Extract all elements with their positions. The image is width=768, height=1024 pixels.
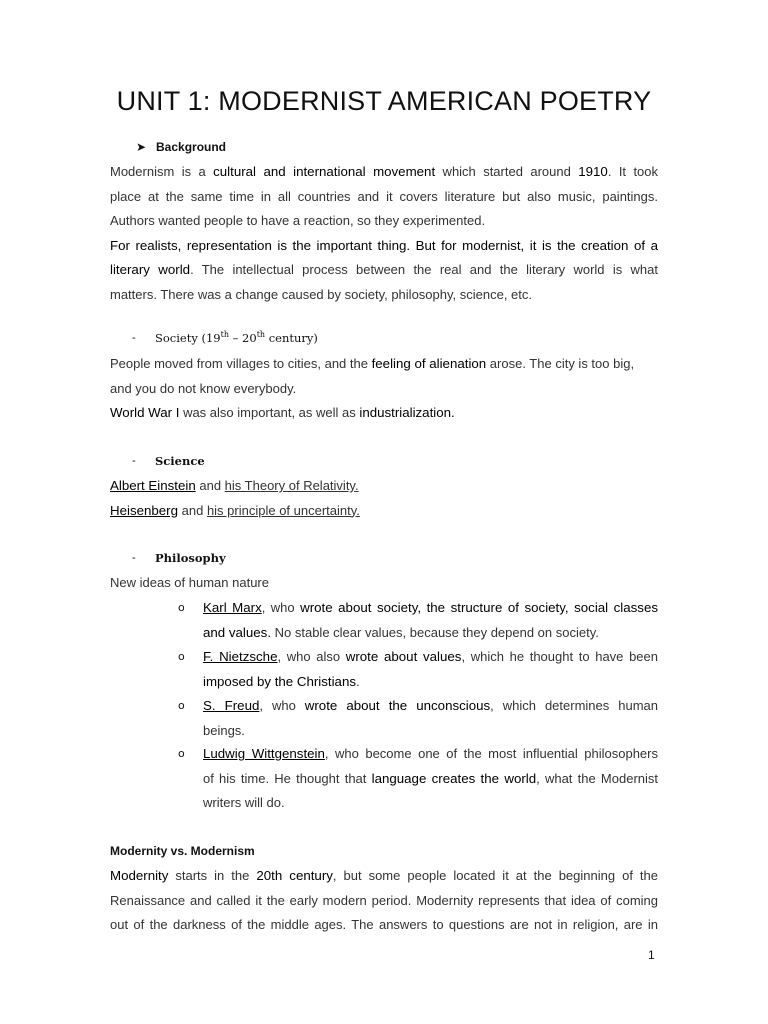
emphasis-line: For realists, representation is the important thing. But for modernist, it is the creation of a <box>110 237 658 253</box>
text-line: Albert Einstein and his Theory of Relativity. <box>110 478 359 493</box>
list-item-nietzsche <box>203 645 658 694</box>
circle-bullet: o <box>178 650 185 663</box>
circle-bullet: o <box>178 747 185 760</box>
emphasis: industrialization. <box>359 405 455 420</box>
text-line: and you do not know everybody. <box>110 380 297 396</box>
philosophy-heading: Philosophy <box>155 551 226 565</box>
page-number: 1 <box>648 948 655 962</box>
emphasis: World War I <box>110 405 180 420</box>
text-line: matters. There was a change caused by society, philosophy, science, etc. <box>110 286 532 302</box>
text-line: Heisenberg and his principle of uncertainty. <box>110 502 360 518</box>
text-line: literary world. The intellectual process between the real and the literary world is what <box>110 262 658 277</box>
text-line: Modernism is a cultural and international movement which started around 1910. It took <box>110 164 658 179</box>
text-line: out of the darkness of the middle ages. The answers to questions are not in religion, are in <box>110 917 658 932</box>
list-item-freud <box>203 694 658 743</box>
text-line: beings. <box>203 722 245 738</box>
text-line: Modernity starts in the 20th century, but some people located it at the beginning of the <box>110 868 658 883</box>
text-line: People moved from villages to cities, and the feeling of alienation arose. The city is too big, <box>110 356 635 371</box>
underlined-text: his Theory of Relativity. <box>224 478 359 493</box>
text-line: and values. No stable clear values, because they depend on society. <box>203 624 599 640</box>
background-paragraph-1 <box>110 160 658 234</box>
modernity-paragraph <box>110 864 658 938</box>
background-heading: Background <box>156 140 227 154</box>
text-line: Authors wanted people to have a reaction, so they experimented. <box>110 213 486 228</box>
modernity-heading: Modernity vs. Modernism <box>110 844 255 858</box>
text-line: World War I was also important, as well as industrialization. <box>110 405 455 420</box>
dash-bullet: - <box>132 455 136 467</box>
text-line: S. Freud, who wrote about the unconscious, which determines human <box>203 698 658 713</box>
underlined-text: his principle of uncertainty. <box>206 502 360 518</box>
list-item-wittgenstein <box>203 742 658 816</box>
text-line: imposed by the Christians. <box>203 673 360 689</box>
text-line: writers will do. <box>203 795 285 810</box>
text-line: place at the same time in all countries and it covers literature but also music, paintings. <box>110 188 658 204</box>
society-heading: Society (19th – 20th century) <box>155 330 318 345</box>
arrow-bullet-icon: ➤ <box>136 140 147 154</box>
list-item-marx <box>203 596 658 645</box>
background-paragraph-2 <box>110 234 658 308</box>
text-line: of his time. He thought that language creates the world, what the Modernist <box>203 770 658 786</box>
science-heading: Science <box>155 454 205 468</box>
emphasis: 1910 <box>578 164 608 179</box>
text-line: Renaissance and called it the early modern period. Modernity represents that idea of coming <box>110 892 658 908</box>
dash-bullet: - <box>132 332 136 344</box>
emphasis: feeling of alienation <box>371 356 487 371</box>
emphasis: literary world <box>110 262 191 277</box>
text-line: F. Nietzsche, who also wrote about values, which he thought to have been <box>203 649 658 664</box>
text-line: New ideas of human nature <box>110 575 269 590</box>
page-title: UNIT 1: MODERNIST AMERICAN POETRY <box>116 86 652 116</box>
society-paragraph <box>110 352 658 426</box>
text-line: Karl Marx, who wrote about society, the structure of society, social classes <box>203 600 658 615</box>
science-paragraph <box>110 474 658 523</box>
text-line: Ludwig Wittgenstein, who become one of the most influential philosophers <box>203 746 658 761</box>
emphasis: Heisenberg <box>110 502 179 518</box>
philosophy-intro <box>110 571 658 596</box>
emphasis: Albert Einstein <box>110 478 196 493</box>
circle-bullet: o <box>178 699 185 712</box>
circle-bullet: o <box>178 601 185 614</box>
emphasis: cultural and international movement <box>213 164 436 179</box>
dash-bullet: - <box>132 552 136 564</box>
